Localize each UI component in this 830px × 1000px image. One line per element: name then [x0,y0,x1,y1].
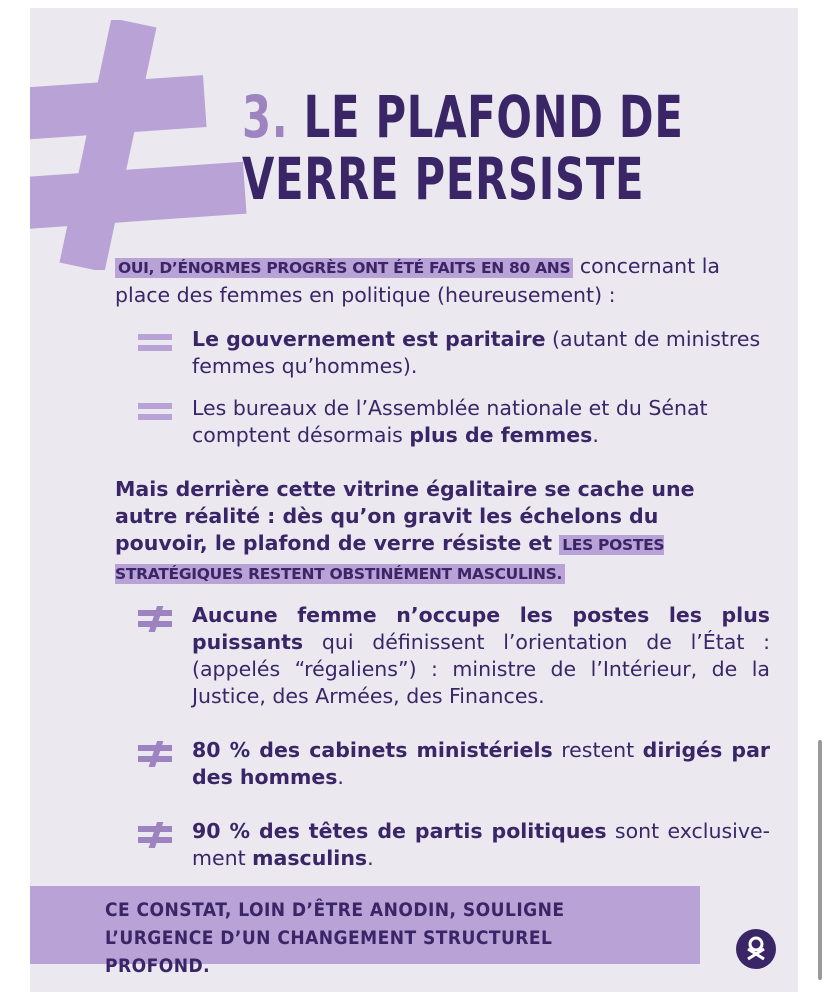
intro-text: concernant la place des femmes en politique (heureusement) : [115,254,720,307]
bullet-text: (autant de ministres femmes qu’hommes). [192,327,761,378]
equal-icon [138,399,174,425]
list-item [130,737,770,791]
list-item [130,395,770,449]
not-equal-icon [138,741,174,767]
equal-bullet-list [130,326,770,464]
title-line-1: LE PLAFOND DE [303,83,684,151]
page-title [242,83,684,213]
oxfam-logo-icon[interactable] [736,929,776,969]
reality-paragraph [115,476,745,588]
intro-paragraph [115,253,745,309]
bullet-bold: Le gouvernement est paritaire [192,327,546,351]
reality-text: Mais derrière cette vitrine égalitaire se cache une autre réalité : dès qu’on gravit les échelons du pouvoir, le plafond de verre résiste et [115,477,695,555]
list-item [130,602,770,710]
not-equal-bullet-list [130,602,770,899]
not-equal-icon [138,606,174,632]
bullet-text: . [337,765,344,789]
conclusion-text: CE CONSTAT, LOIN D’ÊTRE ANODIN, SOULIGNE L’URGENCE D’UN CHANGEMENT STRUCTUREL PROFOND. [105,899,565,977]
equal-icon [138,330,174,356]
bullet-text: qui définissent l’orientation de l’État : (appelés “régaliens”) : ministre de l’Intérieur, de la Justice, des Armées, des Finances. [192,630,770,708]
section-number: 3. [242,83,289,151]
not-equal-icon [138,822,174,848]
list-item [130,326,770,380]
bullet-bold: 80 % des cabinets ministériels [192,738,553,762]
not-equal-decoration-icon [30,20,255,270]
bullet-bold: 90 % des têtes de partis politiques [192,819,607,843]
list-item [130,818,770,872]
title-line-2: VERRE PERSISTE [242,145,645,213]
bullet-bold: masculins [252,846,368,870]
intro-highlight: OUI, D’ÉNORMES PROGRÈS ONT ÉTÉ FAITS EN 80 ANS [115,258,573,278]
reality-highlight: LES POSTES STRATÉGIQUES RESTENT OBSTINÉMENT MASCULINS. [115,536,665,583]
bullet-bold: plus de femmes [409,423,593,447]
oxfam-logo-glyph-icon [736,929,776,969]
bullet-text: restent [552,738,643,762]
bullet-bold: Aucune femme n’occupe les postes les plus puissants [192,603,770,654]
bullet-text: Les bureaux de l’Assemblée nationale et du Sénat comptent désormais [192,396,708,447]
bullet-text: . [367,846,374,870]
scrollbar[interactable] [818,740,822,980]
bullet-bold: dirigés par des hommes [192,738,771,789]
page [30,8,798,992]
bullet-text: sont exclusive-ment [192,819,770,870]
bullet-text: . [592,423,599,447]
